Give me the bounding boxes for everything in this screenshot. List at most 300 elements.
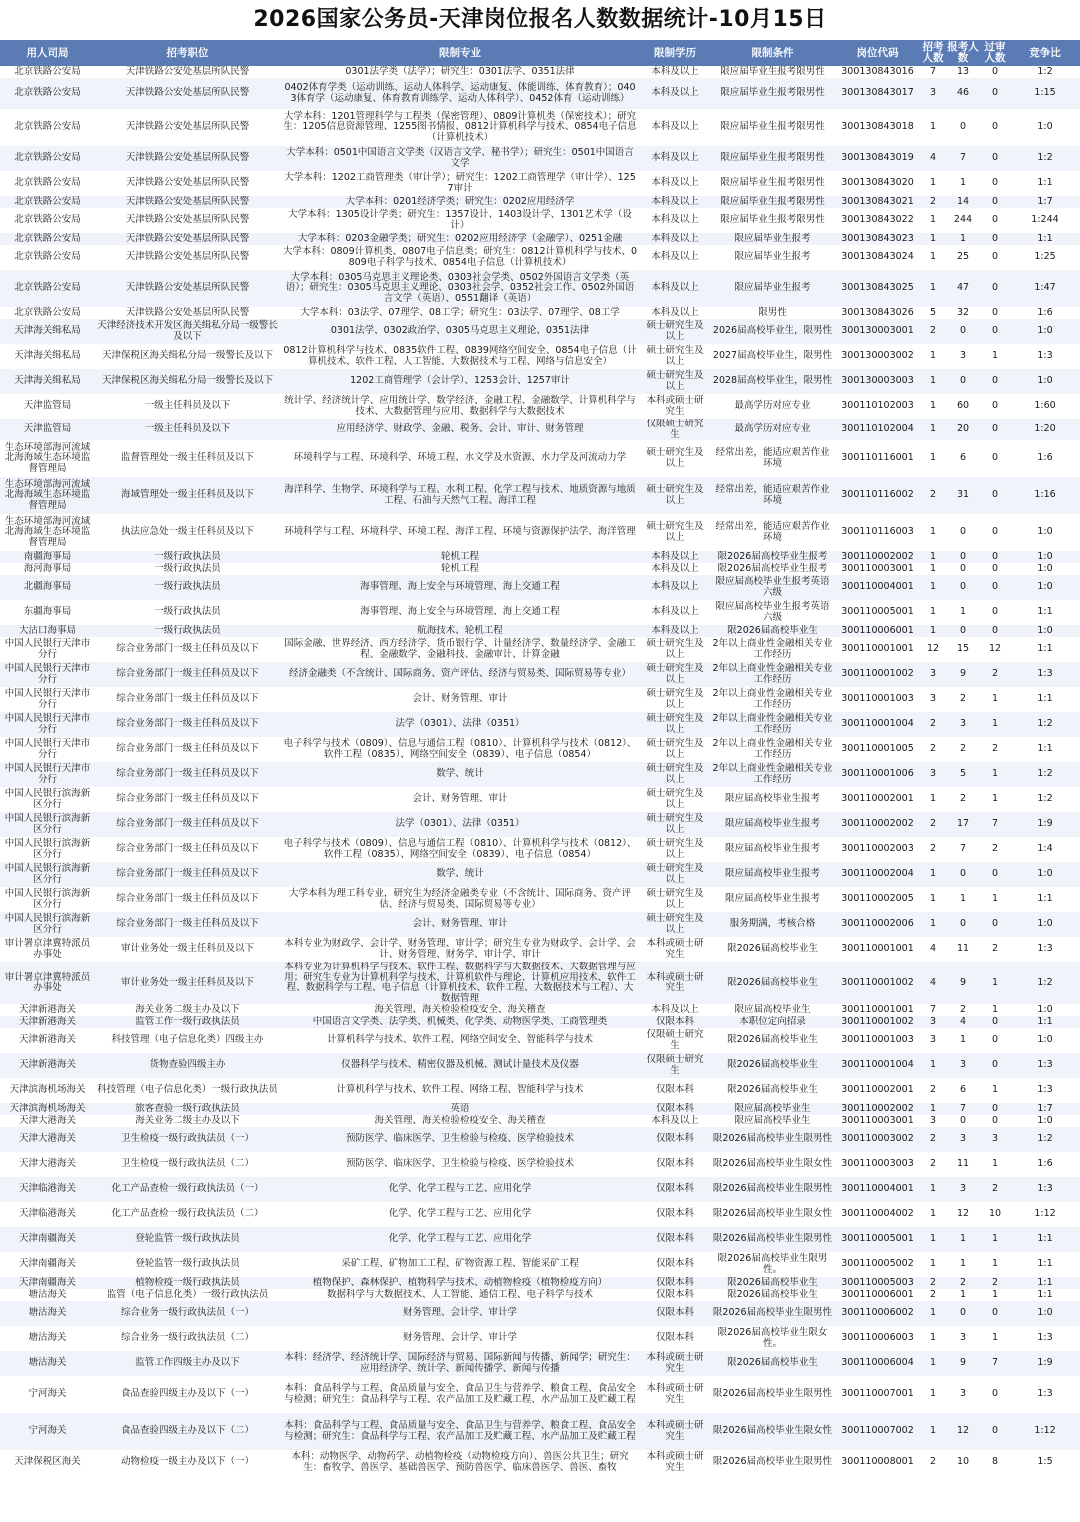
applicant-count-cell: 2 bbox=[959, 793, 967, 805]
approved-count-cell: 0 bbox=[980, 233, 1010, 245]
competition-ratio-cell: 1:47 bbox=[1010, 270, 1080, 307]
position-cell: 货物查验四级主办 bbox=[95, 1053, 280, 1078]
major-cell: 预防医学、临床医学、卫生检验与检疫、医学检验技术 bbox=[345, 1158, 574, 1170]
competition-ratio-cell: 1:2 bbox=[1010, 762, 1080, 787]
department-cell: 天津监管局 bbox=[23, 400, 72, 412]
position-cell: 一级行政执法员 bbox=[154, 563, 221, 574]
position-cell: 综合业务部门一级主任科员及以下 bbox=[95, 812, 280, 837]
department-cell: 北京铁路公安局 bbox=[14, 177, 81, 189]
position-cell: 天津铁路公安处基层所队民警 bbox=[125, 214, 250, 226]
approved-count-cell: 0 bbox=[980, 196, 1010, 208]
department-cell: 天津海关缉私局 bbox=[14, 350, 81, 362]
post-code-cell: 300110005001 bbox=[835, 1227, 920, 1252]
competition-ratio-cell: 1:0 bbox=[1037, 1034, 1053, 1046]
education-cell: 本科及以上 bbox=[651, 1115, 699, 1126]
department-cell: 北疆海事局 bbox=[0, 575, 95, 600]
major-cell: 0402体育学类（运动训练、运动人体科学、运动康复、体能训练、体育教育）；0403体育学（运动康复、体育教育训练学、运动人体科学）、0452体育（运动训练） bbox=[280, 78, 640, 109]
approved-count-cell: 0 bbox=[991, 1115, 999, 1126]
table-row bbox=[0, 419, 1080, 440]
competition-ratio-cell: 1:0 bbox=[1037, 1004, 1053, 1015]
major-cell: 环境科学与工程、环境科学、环境工程、水文学及水资源、水力学及河流动力学 bbox=[293, 452, 627, 464]
approved-count-cell: 1 bbox=[991, 1258, 999, 1270]
applicant-count-cell: 11 bbox=[956, 1158, 970, 1170]
post-code-cell: 300110001001 bbox=[841, 643, 914, 655]
post-code-cell: 300110005002 bbox=[841, 1258, 914, 1270]
post-code-cell: 300130843020 bbox=[841, 177, 914, 189]
approved-count-cell: 0 bbox=[991, 1388, 999, 1400]
approved-count-cell: 2 bbox=[991, 943, 999, 955]
major-cell: 法学（0301）、法律（0351） bbox=[280, 712, 640, 737]
table-row bbox=[0, 1177, 1080, 1202]
major-cell: 0301法学、0302政治学、0305马克思主义理论、0351法律 bbox=[280, 319, 640, 344]
major-cell: 数学、统计 bbox=[280, 862, 640, 887]
major-cell: 大学本科：0809计算机类、0807电子信息类；研究生：0812计算机科学与技术、0809电子科学与技术、0854电子信息（计算机技术） bbox=[282, 246, 638, 268]
condition-cell: 限2026届高校毕业生 bbox=[710, 1277, 835, 1289]
department-cell: 北京铁路公安局 bbox=[0, 146, 95, 171]
competition-ratio-cell: 1:244 bbox=[1031, 214, 1059, 226]
education-cell: 本科或硕士研究生 bbox=[640, 962, 710, 1004]
col-header: 岗位代码 bbox=[835, 40, 920, 66]
table-row bbox=[0, 270, 1080, 307]
position-cell: 天津铁路公安处基层所队民警 bbox=[95, 146, 280, 171]
table-row bbox=[0, 514, 1080, 551]
competition-ratio-cell: 1:0 bbox=[1037, 121, 1053, 133]
table-row bbox=[0, 837, 1080, 862]
hire-count-cell: 2 bbox=[920, 319, 946, 344]
major-cell: 会计、财务管理、审计 bbox=[280, 912, 640, 937]
table-row bbox=[0, 1004, 1080, 1016]
post-code-cell: 300110001001 bbox=[841, 943, 914, 955]
approved-count-cell: 0 bbox=[980, 625, 1010, 637]
applicant-count-cell: 1 bbox=[959, 606, 967, 618]
applicant-count-cell: 31 bbox=[946, 477, 980, 514]
position-cell: 天津铁路公安处基层所队民警 bbox=[95, 233, 280, 245]
major-cell: 环境科学与工程、环境科学、环境工程、海洋工程、环境与资源保护法学、海洋管理 bbox=[284, 526, 636, 538]
hire-count-cell: 7 bbox=[929, 1004, 937, 1015]
position-cell: 天津经济技术开发区海关缉私分局一级警长及以下 bbox=[95, 319, 280, 344]
applicant-count-cell: 4 bbox=[946, 1016, 980, 1028]
education-cell: 本科及以上 bbox=[640, 196, 710, 208]
department-cell: 天津新港海关 bbox=[0, 1016, 95, 1028]
post-code-cell: 300130843019 bbox=[835, 146, 920, 171]
major-cell: 计算机科学与技术、软件工程、网络工程、智能科学与技术 bbox=[336, 1084, 584, 1096]
condition-cell: 2年以上商业性金融相关专业工作经历 bbox=[710, 762, 835, 787]
condition-cell: 限2026届高校毕业生限男性 bbox=[712, 1388, 833, 1400]
hire-count-cell: 12 bbox=[926, 643, 940, 655]
major-cell: 法学（0301）、法律（0351） bbox=[280, 812, 640, 837]
hire-count-cell: 1 bbox=[920, 1053, 946, 1078]
post-code-cell: 300110008001 bbox=[841, 1456, 914, 1468]
approved-count-cell: 0 bbox=[991, 121, 999, 133]
col-header: 竞争比 bbox=[1010, 40, 1080, 66]
competition-ratio-cell: 1:6 bbox=[1037, 307, 1053, 318]
condition-cell: 2027届高校毕业生，限男性 bbox=[712, 350, 833, 362]
major-cell: 航海技术、轮机工程 bbox=[280, 625, 640, 637]
department-cell: 中国人民银行滨海新区分行 bbox=[0, 812, 95, 837]
department-cell: 塘沽海关 bbox=[28, 1289, 67, 1300]
position-cell: 监管（电子信息化类）一级行政执法员 bbox=[106, 1289, 269, 1300]
condition-cell: 经常出差，能适应艰苦作业环境 bbox=[715, 521, 830, 543]
table-row bbox=[0, 1301, 1080, 1326]
condition-cell: 限2026届高校毕业生限女性。 bbox=[717, 1327, 828, 1349]
hire-count-cell: 1 bbox=[929, 563, 937, 574]
approved-count-cell: 2 bbox=[991, 843, 999, 855]
table-row bbox=[0, 737, 1080, 762]
condition-cell: 限2026届高校毕业生 bbox=[727, 1289, 818, 1300]
approved-count-cell: 0 bbox=[991, 251, 999, 263]
major-cell: 统计学、经济统计学、应用统计学、数学经济、金融工程、金融数学、计算机科学与技术、大数据管理与应用、数据科学与大数据技术 bbox=[284, 395, 636, 417]
competition-ratio-cell: 1:3 bbox=[1037, 350, 1053, 362]
table-row bbox=[0, 440, 1080, 477]
department-cell: 北京铁路公安局 bbox=[14, 307, 81, 318]
major-cell: 植物保护、森林保护、植物科学与技术、动植物检疫（植物检疫方向） bbox=[280, 1277, 640, 1289]
education-cell: 硕士研究生及以上 bbox=[646, 638, 704, 660]
applicant-count-cell: 0 bbox=[946, 319, 980, 344]
col-header: 限制学历 bbox=[640, 40, 710, 66]
approved-count-cell: 0 bbox=[991, 66, 999, 77]
table-row bbox=[0, 1152, 1080, 1177]
table-row bbox=[0, 1103, 1080, 1115]
major-cell: 中国语言文学类、法学类、机械类、化学类、动物医学类、工商管理类 bbox=[280, 1016, 640, 1028]
position-cell: 科技管理（电子信息化类）四级主办 bbox=[111, 1034, 264, 1046]
applicant-count-cell: 60 bbox=[956, 400, 970, 412]
competition-ratio-cell: 1:1 bbox=[1010, 1277, 1080, 1289]
approved-count-cell: 0 bbox=[980, 419, 1010, 440]
hire-count-cell: 2 bbox=[920, 812, 946, 837]
position-cell: 审计业务处一级主任科员及以下 bbox=[120, 943, 254, 955]
table-row bbox=[0, 1028, 1080, 1053]
competition-ratio-cell: 1:1 bbox=[1037, 893, 1053, 905]
table-row bbox=[0, 912, 1080, 937]
education-cell: 本科或硕士研究生 bbox=[640, 1413, 710, 1450]
table-row bbox=[0, 812, 1080, 837]
department-cell: 天津南疆海关 bbox=[0, 1227, 95, 1252]
competition-ratio-cell: 1:1 bbox=[1010, 233, 1080, 245]
education-cell: 硕士研究生及以上 bbox=[640, 812, 710, 837]
recruitment-table bbox=[0, 40, 1080, 1475]
table-row bbox=[0, 787, 1080, 812]
table-row bbox=[0, 1115, 1080, 1127]
position-cell: 天津铁路公安处基层所队民警 bbox=[125, 66, 250, 77]
major-cell: 财务管理、会计学、审计学 bbox=[280, 1301, 640, 1326]
department-cell: 东疆海事局 bbox=[23, 606, 72, 618]
department-cell: 天津南疆海关 bbox=[0, 1277, 95, 1289]
condition-cell: 限2026届高校毕业生限男性 bbox=[710, 1301, 835, 1326]
position-cell: 食品查验四级主办及以下（一） bbox=[120, 1388, 254, 1400]
competition-ratio-cell: 1:0 bbox=[1010, 625, 1080, 637]
condition-cell: 最高学历对应专业 bbox=[710, 419, 835, 440]
major-cell: 大学本科：0305马克思主义理论类、0303社会学类、0502外国语言文学类（英语）；研究生：0305马克思主义理论、0303社会学、0352社会工作、0502外国语言文学（英语）、0551翻译（英语） bbox=[280, 270, 640, 307]
condition-cell: 限2026届高校毕业生限男性。 bbox=[717, 1253, 828, 1275]
competition-ratio-cell: 1:0 bbox=[1010, 369, 1080, 394]
position-cell: 化工产品查检一级行政执法员（一） bbox=[95, 1177, 280, 1202]
post-code-cell: 300110001004 bbox=[835, 712, 920, 737]
competition-ratio-cell: 1:4 bbox=[1037, 843, 1053, 855]
major-cell: 海洋科学、生物学、环境科学与工程、水利工程、化学工程与技术、地质资源与地质工程、石油与天然气工程、海洋工程 bbox=[280, 477, 640, 514]
post-code-cell: 300110004001 bbox=[835, 575, 920, 600]
table-row bbox=[0, 600, 1080, 625]
major-cell: 海关管理、海关检验检疫安全、海关稽查 bbox=[374, 1004, 546, 1015]
major-cell: 大学本科：0501中国语言文学类（汉语言文学、秘书学）；研究生：0501中国语言文学 bbox=[280, 146, 640, 171]
education-cell: 本科及以上 bbox=[640, 78, 710, 109]
hire-count-cell: 3 bbox=[929, 1034, 937, 1046]
applicant-count-cell: 6 bbox=[959, 1084, 967, 1096]
hire-count-cell: 7 bbox=[929, 66, 937, 77]
major-cell: 计算机科学与技术、软件工程、网络空间安全、智能科学与技术 bbox=[326, 1034, 593, 1046]
position-cell: 综合业务部门一级主任科员及以下 bbox=[116, 693, 259, 705]
position-cell: 监管工作一级行政执法员 bbox=[95, 1016, 280, 1028]
condition-cell: 限应届高校毕业生 bbox=[734, 1004, 811, 1015]
competition-ratio-cell: 1:3 bbox=[1037, 943, 1053, 955]
department-cell: 塘沽海关 bbox=[0, 1301, 95, 1326]
post-code-cell: 300110003001 bbox=[841, 563, 914, 574]
post-code-cell: 300110002004 bbox=[835, 862, 920, 887]
col-header: 报考人数 bbox=[947, 41, 979, 64]
applicant-count-cell: 9 bbox=[946, 962, 980, 1004]
department-cell: 天津海关缉私局 bbox=[0, 369, 95, 394]
table-row bbox=[0, 146, 1080, 171]
col-header: 限制条件 bbox=[710, 40, 835, 66]
post-code-cell: 300130843017 bbox=[835, 78, 920, 109]
approved-count-cell: 0 bbox=[991, 214, 999, 226]
major-cell: 本科专业为财政学、会计学、财务管理、审计学；研究生专业为财政学、会计学、会计、财务管理、财务学、审计学、审计 bbox=[284, 938, 636, 960]
education-cell: 本科及以上 bbox=[651, 121, 699, 133]
post-code-cell: 300110002003 bbox=[841, 843, 914, 855]
condition-cell: 限应届高校毕业生 bbox=[734, 1115, 811, 1126]
education-cell: 硕士研究生及以上 bbox=[646, 838, 704, 860]
applicant-count-cell: 13 bbox=[956, 66, 970, 77]
condition-cell: 2年以上商业性金融相关专业工作经历 bbox=[710, 662, 835, 687]
applicant-count-cell: 9 bbox=[946, 662, 980, 687]
education-cell: 硕士研究生及以上 bbox=[646, 345, 704, 367]
position-cell: 综合业务部门一级主任科员及以下 bbox=[116, 843, 259, 855]
hire-count-cell: 1 bbox=[929, 452, 937, 464]
table-row bbox=[0, 1289, 1080, 1301]
hire-count-cell: 3 bbox=[929, 693, 937, 705]
education-cell: 硕士研究生及以上 bbox=[646, 738, 704, 760]
department-cell: 审计署京津冀特派员办事处 bbox=[0, 962, 95, 1004]
position-cell: 登轮监管一级行政执法员 bbox=[135, 1258, 240, 1270]
education-cell: 本科及以上 bbox=[640, 233, 710, 245]
applicant-count-cell: 0 bbox=[946, 1301, 980, 1326]
post-code-cell: 300130843016 bbox=[841, 66, 914, 77]
education-cell: 仅限本科 bbox=[640, 1177, 710, 1202]
position-cell: 卫生检疫一级行政执法员（二） bbox=[120, 1158, 254, 1170]
approved-count-cell: 2 bbox=[980, 1177, 1010, 1202]
table-row bbox=[0, 625, 1080, 637]
condition-cell: 限应届毕业生报考限男性 bbox=[710, 146, 835, 171]
position-cell: 天津铁路公安处基层所队民警 bbox=[95, 270, 280, 307]
table-row bbox=[0, 563, 1080, 575]
table-row bbox=[0, 78, 1080, 109]
department-cell: 天津监管局 bbox=[0, 419, 95, 440]
department-cell: 中国人民银行天津市分行 bbox=[0, 662, 95, 687]
education-cell: 本科或硕士研究生 bbox=[646, 1451, 704, 1473]
applicant-count-cell: 0 bbox=[959, 121, 967, 133]
applicant-count-cell: 1 bbox=[959, 177, 967, 189]
applicant-count-cell: 2 bbox=[959, 743, 967, 755]
major-cell: 大学本科：0203金融学类；研究生：0202应用经济学（金融学）、0251金融 bbox=[280, 233, 640, 245]
post-code-cell: 300130843023 bbox=[835, 233, 920, 245]
competition-ratio-cell: 1:1 bbox=[1037, 743, 1053, 755]
competition-ratio-cell: 1:1 bbox=[1037, 177, 1053, 189]
approved-count-cell: 2 bbox=[980, 662, 1010, 687]
hire-count-cell: 4 bbox=[920, 146, 946, 171]
department-cell: 天津海关缉私局 bbox=[0, 319, 95, 344]
major-cell: 财务管理、会计学、审计学 bbox=[402, 1332, 517, 1344]
applicant-count-cell: 47 bbox=[946, 270, 980, 307]
condition-cell: 限2026届高校毕业生 bbox=[727, 943, 818, 955]
department-cell: 北京铁路公安局 bbox=[14, 66, 81, 77]
major-cell: 化学、化学工程与工艺、应用化学 bbox=[388, 1208, 532, 1220]
major-cell: 本科专业为计算机科学与技术、软件工程、数据科学与大数据技术、大数据管理与应用；研究生专业为计算机科学与技术、计算机软件与理论、计算机应用技术、软件工程、数据科学与工程、电子信息（计算机技术、软件工程、大数据技术与工程）、大数据管理 bbox=[280, 962, 640, 1004]
applicant-count-cell: 9 bbox=[946, 1351, 980, 1376]
competition-ratio-cell: 1:2 bbox=[1010, 962, 1080, 1004]
hire-count-cell: 4 bbox=[929, 943, 937, 955]
position-cell: 监督管理处一级主任科员及以下 bbox=[120, 452, 254, 464]
department-cell: 中国人民银行滨海新区分行 bbox=[4, 788, 91, 810]
education-cell: 本科或硕士研究生 bbox=[640, 1351, 710, 1376]
applicant-count-cell: 3 bbox=[946, 1177, 980, 1202]
education-cell: 硕士研究生及以上 bbox=[640, 862, 710, 887]
education-cell: 硕士研究生及以上 bbox=[646, 788, 704, 810]
approved-count-cell: 0 bbox=[980, 912, 1010, 937]
hire-count-cell: 5 bbox=[929, 307, 937, 318]
applicant-count-cell: 20 bbox=[946, 419, 980, 440]
position-cell: 执法应急处一级主任科员及以下 bbox=[120, 526, 254, 538]
education-cell: 本科及以上 bbox=[640, 575, 710, 600]
hire-count-cell: 1 bbox=[920, 625, 946, 637]
post-code-cell: 300110002005 bbox=[841, 893, 914, 905]
table-row bbox=[0, 1078, 1080, 1103]
table-row bbox=[0, 887, 1080, 912]
applicant-count-cell: 46 bbox=[946, 78, 980, 109]
department-cell: 北京铁路公安局 bbox=[14, 214, 81, 226]
hire-count-cell: 3 bbox=[920, 662, 946, 687]
major-cell: 预防医学、临床医学、卫生检验与检疫、医学检验技术 bbox=[280, 1127, 640, 1152]
hire-count-cell: 1 bbox=[929, 793, 937, 805]
position-cell: 天津保税区海关缉私分局一级警长及以下 bbox=[101, 350, 273, 362]
approved-count-cell: 1 bbox=[980, 762, 1010, 787]
applicant-count-cell: 1 bbox=[946, 233, 980, 245]
approved-count-cell: 1 bbox=[991, 693, 999, 705]
post-code-cell: 300130843021 bbox=[835, 196, 920, 208]
applicant-count-cell: 32 bbox=[956, 307, 970, 318]
competition-ratio-cell: 1:3 bbox=[1037, 1084, 1053, 1096]
department-cell: 天津临港海关 bbox=[18, 1208, 76, 1220]
condition-cell: 限2026届高校毕业生限女性 bbox=[710, 1413, 835, 1450]
department-cell: 北京铁路公安局 bbox=[14, 121, 81, 133]
education-cell: 硕士研究生及以上 bbox=[640, 762, 710, 787]
major-cell: 国际金融、世界经济、西方经济学、货币银行学、计量经济学、数量经济学、金融工程、金融数学、金融科技、金融审计、计算金融 bbox=[284, 638, 636, 660]
applicant-count-cell: 3 bbox=[946, 1053, 980, 1078]
competition-ratio-cell: 1:1 bbox=[1037, 1258, 1053, 1270]
major-cell: 轮机工程 bbox=[440, 563, 479, 574]
approved-count-cell: 0 bbox=[991, 526, 999, 538]
position-cell: 一级行政执法员 bbox=[95, 575, 280, 600]
approved-count-cell: 0 bbox=[980, 575, 1010, 600]
education-cell: 本科及以上 bbox=[651, 214, 699, 226]
competition-ratio-cell: 1:0 bbox=[1037, 526, 1053, 538]
condition-cell: 限应届毕业生报考限男性 bbox=[720, 214, 825, 226]
approved-count-cell: 0 bbox=[980, 270, 1010, 307]
competition-ratio-cell: 1:1 bbox=[1010, 1016, 1080, 1028]
department-cell: 中国人民银行天津市分行 bbox=[0, 762, 95, 787]
approved-count-cell: 7 bbox=[980, 812, 1010, 837]
applicant-count-cell: 1 bbox=[959, 1034, 967, 1046]
position-cell: 登轮监管一级行政执法员 bbox=[95, 1227, 280, 1252]
major-cell: 0301法学类（法学）；研究生：0301法学、0351法律 bbox=[345, 66, 575, 77]
department-cell: 天津南疆海关 bbox=[18, 1258, 76, 1270]
applicant-count-cell: 12 bbox=[956, 1208, 970, 1220]
approved-count-cell: 1 bbox=[980, 712, 1010, 737]
education-cell: 仅限本科 bbox=[640, 1301, 710, 1326]
post-code-cell: 300110002006 bbox=[835, 912, 920, 937]
competition-ratio-cell: 1:1 bbox=[1037, 606, 1053, 618]
applicant-count-cell: 0 bbox=[946, 575, 980, 600]
approved-count-cell: 1 bbox=[980, 1227, 1010, 1252]
condition-cell: 2年以上商业性金融相关专业工作经历 bbox=[712, 688, 833, 710]
applicant-count-cell: 17 bbox=[946, 812, 980, 837]
post-code-cell: 300110116002 bbox=[835, 477, 920, 514]
major-cell: 电子科学与技术（0809）、信息与通信工程（0810）、计算机科学与技术（0812）、软件工程（0835）、网络空间安全（0839）、电子信息（0854） bbox=[283, 838, 637, 860]
post-code-cell: 300110003001 bbox=[841, 1115, 914, 1126]
education-cell: 仅限本科 bbox=[655, 1258, 694, 1270]
post-code-cell: 300110001004 bbox=[835, 1053, 920, 1078]
post-code-cell: 300130843024 bbox=[841, 251, 914, 263]
applicant-count-cell: 0 bbox=[946, 625, 980, 637]
applicant-count-cell: 6 bbox=[959, 452, 967, 464]
col-header: 招考人数 bbox=[920, 40, 946, 66]
post-code-cell: 300110001001 bbox=[841, 1004, 914, 1015]
table-row bbox=[0, 1326, 1080, 1351]
major-cell: 应用经济学、财政学、金融、税务、会计、审计、财务管理 bbox=[280, 419, 640, 440]
position-cell: 一级行政执法员 bbox=[95, 551, 280, 563]
major-cell: 大学本科为理工科专业，研究生为经济金融类专业（不含统计、国际商务、资产评估、经济与贸易类、国际贸易等专业） bbox=[288, 888, 631, 910]
position-cell: 天津铁路公安处基层所队民警 bbox=[125, 307, 250, 318]
hire-count-cell: 1 bbox=[920, 233, 946, 245]
position-cell: 综合业务一级行政执法员（二） bbox=[120, 1332, 254, 1344]
approved-count-cell: 0 bbox=[980, 1413, 1010, 1450]
position-cell: 一级行政执法员 bbox=[154, 606, 221, 618]
approved-count-cell: 0 bbox=[980, 551, 1010, 563]
hire-count-cell: 1 bbox=[920, 1103, 946, 1115]
position-cell: 综合业务一级行政执法员（一） bbox=[95, 1301, 280, 1326]
hire-count-cell: 2 bbox=[920, 1127, 946, 1152]
post-code-cell: 300110001003 bbox=[841, 1034, 914, 1046]
applicant-count-cell: 11 bbox=[956, 943, 970, 955]
condition-cell: 经常出差，能适应艰苦作业环境 bbox=[710, 477, 835, 514]
department-cell: 大沽口海事局 bbox=[0, 625, 95, 637]
condition-cell: 限2026届高校毕业生 bbox=[710, 962, 835, 1004]
hire-count-cell: 2 bbox=[920, 477, 946, 514]
applicant-count-cell: 0 bbox=[959, 563, 967, 574]
approved-count-cell: 0 bbox=[980, 1016, 1010, 1028]
post-code-cell: 300110002002 bbox=[835, 812, 920, 837]
table-row bbox=[0, 1227, 1080, 1252]
approved-count-cell: 1 bbox=[991, 1084, 999, 1096]
hire-count-cell: 1 bbox=[920, 1177, 946, 1202]
table-row bbox=[0, 171, 1080, 196]
education-cell: 本科及以上 bbox=[651, 1004, 699, 1015]
education-cell: 本科或硕士研究生 bbox=[646, 938, 704, 960]
education-cell: 仅限硕士研究生 bbox=[640, 419, 710, 440]
condition-cell: 限应届毕业生报考限男性 bbox=[720, 121, 825, 133]
hire-count-cell: 1 bbox=[929, 1258, 937, 1270]
condition-cell: 限2026届高校毕业生限男性 bbox=[710, 1227, 835, 1252]
competition-ratio-cell: 1:60 bbox=[1034, 400, 1056, 412]
education-cell: 硕士研究生及以上 bbox=[640, 319, 710, 344]
